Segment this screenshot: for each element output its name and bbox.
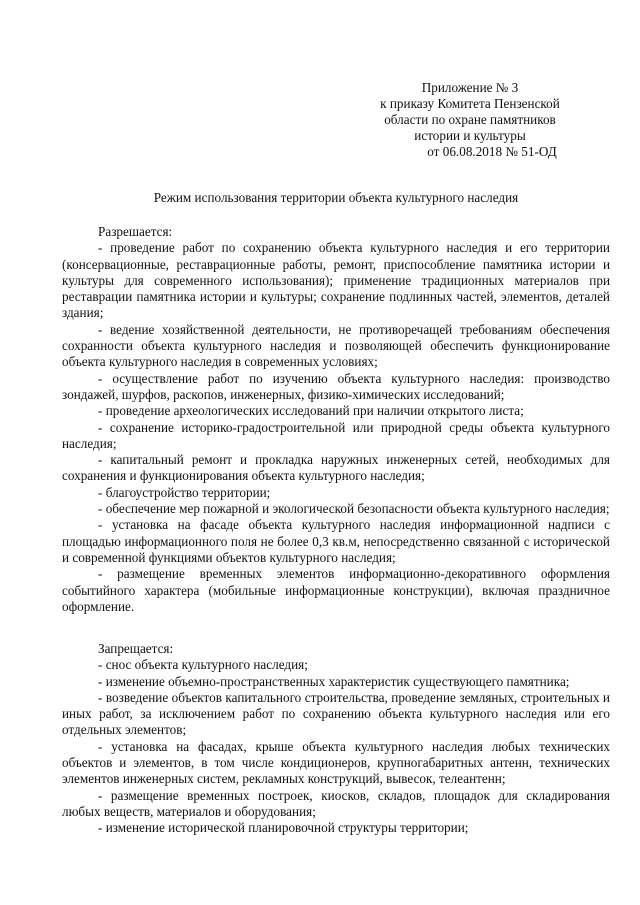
allowed-item: - размещение временных элементов информационно-декоративного оформления событийного характера (мобильные информационные конструкции), включая праздничное оформление.	[62, 566, 610, 614]
allowed-item: - капитальный ремонт и прокладка наружных инженерных сетей, необходимых для сохранения и функционирования объекта культурного наследия;	[62, 452, 610, 484]
allowed-item: - ведение хозяйственной деятельности, не противоречащей требованиям обеспечения сохранности объекта культурного наследия и позволяющей обеспечить функционирование объекта культурного наследия в современных условиях;	[62, 321, 610, 370]
allowed-heading: Разрешается:	[98, 224, 173, 239]
allowed-item: - благоустройство территории;	[98, 484, 271, 500]
forbidden-heading: Запрещается:	[98, 641, 174, 656]
appendix-line: области по охране памятников	[384, 112, 556, 127]
appendix-block	[340, 80, 600, 160]
forbidden-item: - установка на фасадах, крыше объекта культурного наследия любых технических объектов и элементов, в том числе кондиционеров, крупногабаритных антенн, технических элементов инженерных систем, рекламных конструкций, вывесок, телеантенн;	[62, 738, 610, 787]
appendix-line: к приказу Комитета Пензенской	[380, 96, 560, 111]
allowed-item: - установка на фасаде объекта культурного наследия информационной надписи с площадью информационного поля не более 0,3 кв.м, непосредственно связанной с исторической и современной функциями объектов культурного наследия;	[62, 517, 610, 565]
appendix-line: истории и культуры	[414, 128, 526, 143]
forbidden-item: - размещение временных построек, киосков, складов, площадок для складирования любых веществ, материалов и оборудования;	[62, 787, 610, 819]
forbidden-item: - возведение объектов капитального строительства, проведение земляных, строительных и иных работ, за исключением работ по сохранению объекта культурного наследия или его отдельных элементов;	[62, 689, 610, 738]
forbidden-item: - снос объекта культурного наследия;	[98, 657, 308, 673]
forbidden-section	[62, 641, 610, 837]
allowed-item: - проведение археологических исследований при наличии открытого листа;	[98, 403, 524, 419]
document-title: Режим использования территории объекта культурного наследия	[153, 190, 519, 205]
allowed-item: - проведение работ по сохранению объекта культурного наследия и его территории (консервационные, реставрационные работы, ремонт, приспособление памятника истории и культуры для современного использования); применение традиционных материалов при реставрации памятника истории и культуры; сохранение подлинных частей, элементов, деталей здания;	[62, 240, 610, 321]
allowed-section	[62, 224, 610, 615]
allowed-item: - осуществление работ по изучению объекта культурного наследия: производство зондажей, шурфов, раскопов, инженерных, физико-химических исследований;	[62, 370, 610, 402]
forbidden-item: - изменение объемно-пространственных характеристик существующего памятника;	[98, 673, 570, 689]
allowed-item: - сохранение историко-градостроительной или природной среды объекта культурного наследия;	[62, 419, 610, 451]
allowed-item: - обеспечение мер пожарной и экологической безопасности объекта культурного наследия;	[98, 501, 610, 517]
appendix-line: Приложение № 3	[421, 80, 519, 95]
forbidden-item: - изменение исторической планировочной структуры территории;	[98, 820, 469, 836]
appendix-line: от 06.08.2018 № 51-ОД	[427, 144, 557, 159]
